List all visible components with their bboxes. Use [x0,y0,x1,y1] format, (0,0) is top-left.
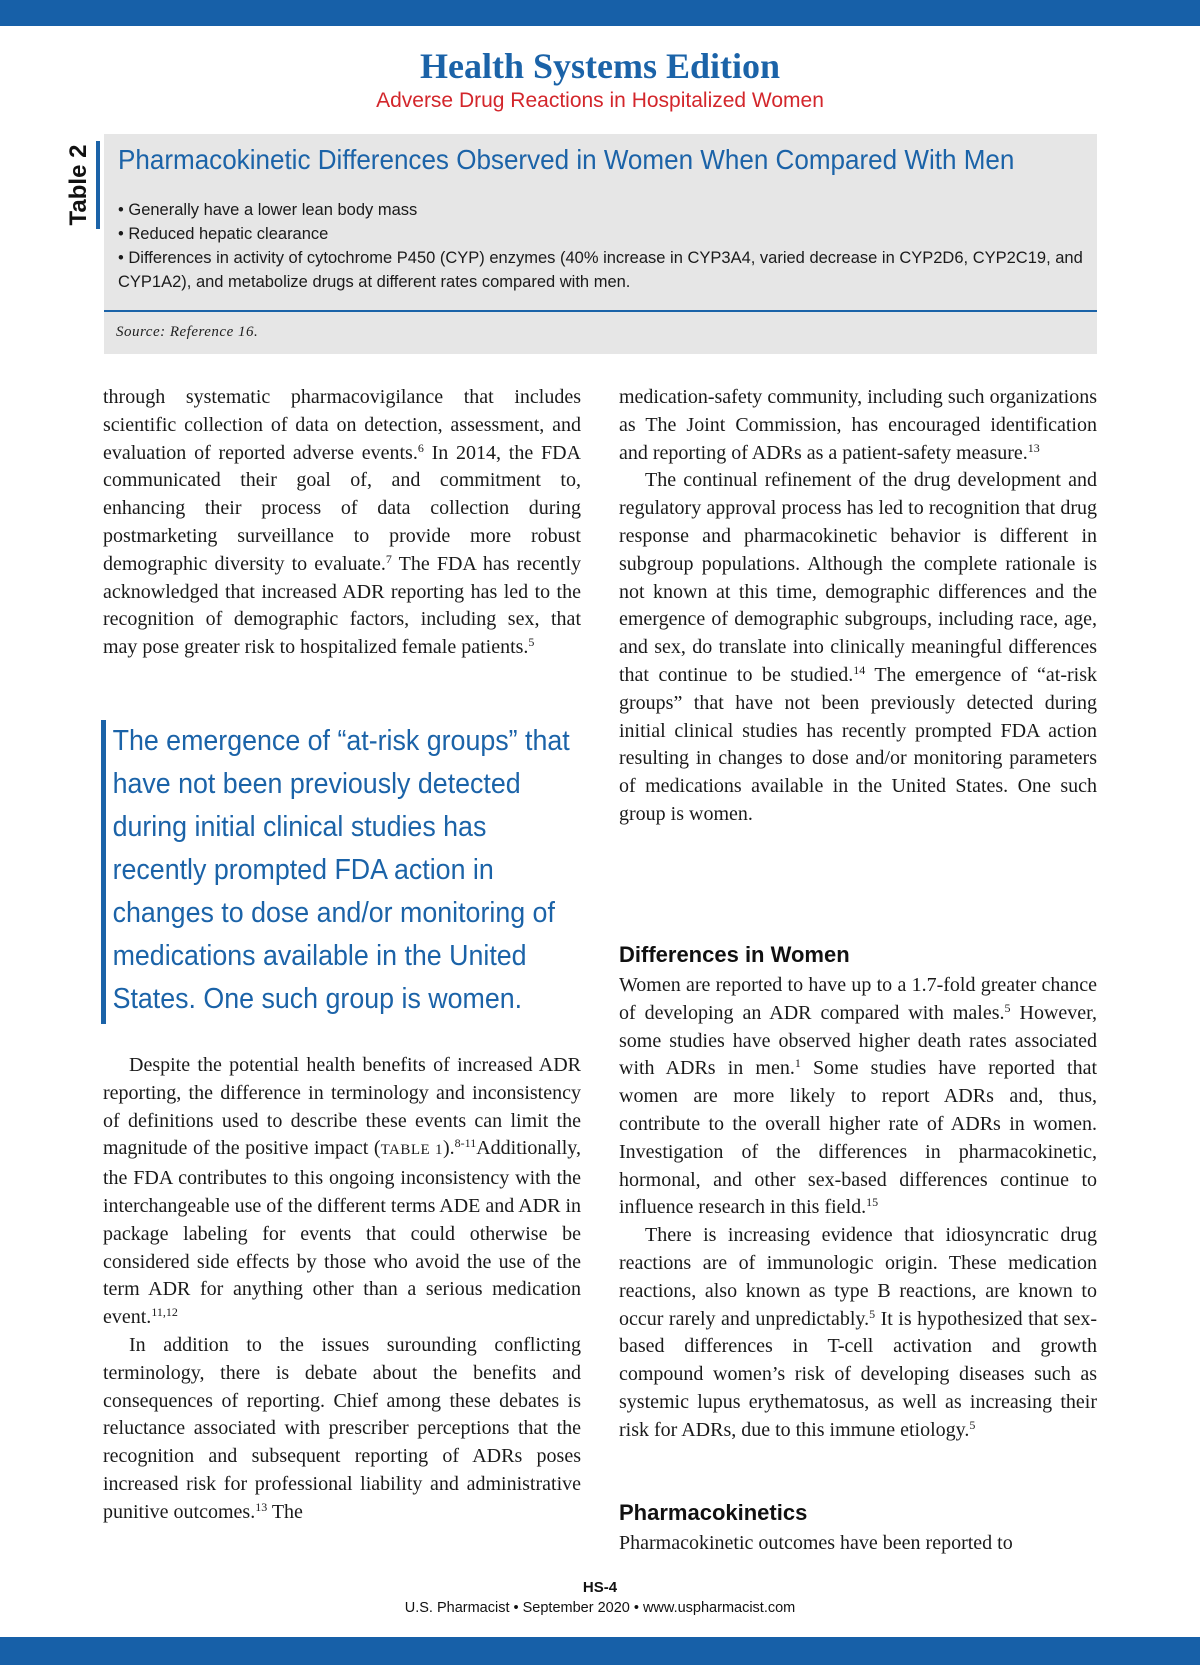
list-item: • Generally have a lower lean body mass [118,198,1088,222]
right-column-paragraphs-1-2 [619,384,1097,829]
section-heading-pharmacokinetics: Pharmacokinetics [619,1500,808,1525]
pull-quote [101,720,592,1024]
body-text: However, some studies have observed higher death rates associated with ADRs in men. [619,1001,1098,1080]
body-text: In addition to the issues surounding conflicting terminology, there is debate about the benefits and consequences of reporting. Chief among these debates is reluctance associated with prescriber perceptions that the recognition and subsequent reporting of ADRs poses increased risk for professional liability and administrative punitive outcomes. [103,1333,581,1523]
reference-superscript: 11,12 [151,1305,178,1320]
page-header [0,44,1200,114]
table-divider [104,310,1097,312]
table-tab-rule [96,141,100,229]
table-tab [58,141,100,229]
body-text: medication-safety community, including such organizations as The Joint Commission, has encouraged identification and reporting of ADRs as a patient-safety measure. [619,386,1097,464]
reference-superscript: 5 [969,1417,976,1432]
page-number: HS-4 [582,1579,618,1596]
list-item: • Reduced hepatic clearance [118,222,1088,246]
right-column-paragraph-5 [619,1530,1097,1558]
body-text: The emergence of “at-risk groups” that have not been previously detected during initial clinical studies has recently prompted FDA action resulting in changes to dose and/or monitoring parameters of medications available in the United States. One such group is women. [619,663,1097,825]
reference-superscript: 5 [869,1306,876,1321]
body-text: Pharmacokinetic outcomes have been reported to [619,1532,1013,1554]
body-text: Additionally, the FDA contributes to this ongoing inconsistency with the interchangeable use of the different terms ADE and ADR in package labeling for events that could otherwise be considered side effects by those who avoid the use of the term ADR for anything other than a serious medication event. [103,1137,582,1329]
right-column-paragraphs-3-4 [619,972,1097,1445]
reference-superscript: 7 [385,551,392,566]
body-text: There is increasing evidence that idiosyncratic drug reactions are of immunologic origin. These medication reactions, also known as type B reactions, are known to occur rarely and unpredictably. [619,1224,1097,1330]
body-text: Some studies have reported that women are more likely to report ADRs and, thus, contribute to the overall higher rate of ADRs in women. Investigation of the differences in pharmacokinetic, hormonal, and other sex-based differences continue to influence research in this field. [619,1057,1098,1219]
body-text: The [267,1500,303,1523]
reference-superscript: 15 [866,1195,879,1210]
edition-title: Health Systems Edition [419,46,781,86]
top-color-bar [0,0,1200,26]
bottom-color-bar [0,1637,1200,1665]
table-tab-label: Table 2 [65,144,92,226]
list-item: • Differences in activity of cytochrome P450 (CYP) enzymes (40% increase in CYP3A4, varied decrease in CYP2D6, CYP2C19, and CYP1A2), and metabolize drugs at different rates compared with men. [118,246,1088,294]
article-subtitle: Adverse Drug Reactions in Hospitalized Women [376,89,824,112]
section-heading-differences-in-women: Differences in Women [619,942,850,967]
pull-quote-text: The emergence of “at-risk groups” that have not been previously detected during initial clinical studies has recently prompted FDA action in changes to dose and/or monitoring of medications available in the United States. One such group is women. [112,725,570,1015]
body-text: The FDA has recently acknowledged that increased ADR reporting has led to the recognition of demographic factors, including sex, that may pose greater risk to hospitalized female patients. [103,552,582,659]
body-text: Women are reported to have up to a 1.7-fold greater chance of developing an ADR compared with males. [619,974,1097,1024]
table-source-note: Source: Reference 16. [116,324,259,340]
reference-superscript: 5 [528,635,535,650]
body-text: ). [442,1137,455,1160]
table-2-box [104,134,1097,354]
body-text: In 2014, the FDA communicated their goal of, and commitment to, enhancing their process of data collection during postmarketing surveillance to provide more robust demographic diversity to evaluate. [103,441,581,575]
reference-superscript: 5 [1004,1000,1011,1015]
reference-superscript: 1 [794,1056,801,1071]
left-column-paragraphs-2-3 [103,1052,581,1527]
body-text: It is hypothesized that sex-based differences in T-cell activation and growth compound women’s risk of developing diseases such as systemic lupus erythematosus, as well as increasing their risk for ADRs, due to this immune etiology. [619,1307,1097,1441]
body-text: Despite the potential health benefits of increased ADR reporting, the difference in terminology and inconsistency of definitions used to describe these events can limit the magnitude of the positive impact ( [103,1054,581,1160]
reference-superscript: 13 [255,1499,268,1514]
reference-superscript: 6 [417,440,424,455]
body-text: through systematic pharmacovigilance that includes scientific collection of data on detection, assessment, and evaluation of reported adverse events. [103,386,581,464]
reference-superscript: 14 [853,662,866,677]
body-text: The continual refinement of the drug development and regulatory approval process has led to recognition that drug response and pharmacokinetic behavior is different in subgroup populations. Although the complete rationale is not known at this time, demographic differences and the emergence of demographic subgroups, including race, age, and sex, do translate into clinically meaningful differences that continue to be studied. [619,469,1097,686]
reference-superscript: 8-11 [454,1136,477,1151]
publication-line: U.S. Pharmacist • September 2020 • www.uspharmacist.com [404,1600,796,1616]
table-bullet-list [118,198,1088,294]
reference-superscript: 13 [1027,440,1040,455]
table-title: Pharmacokinetic Differences Observed in Women When Compared With Men [118,144,1015,175]
table-reference: TABLE 1 [380,1142,443,1159]
left-column-paragraph-1 [103,384,581,662]
page-footer [0,1578,1200,1618]
